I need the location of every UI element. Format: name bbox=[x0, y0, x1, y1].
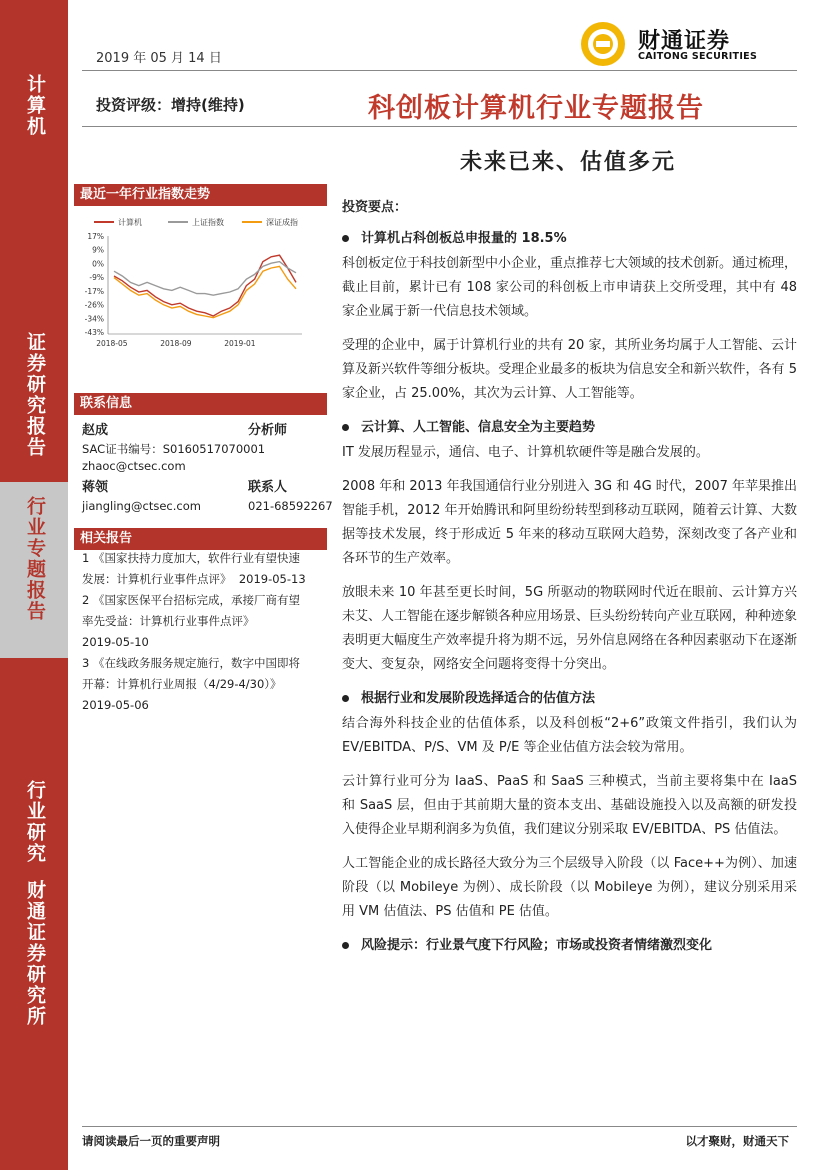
analyst-role: 分析师 bbox=[248, 423, 288, 438]
related-report-item[interactable]: 2 《国家医保平台招标完成，承接厂商有望 率先受益：计算机行业事件点评》 2019-05-10 bbox=[82, 593, 300, 649]
report-date: 2019 年 05 月 14 日 bbox=[96, 51, 222, 66]
footer-disclaimer: 请阅读最后一页的重要声明 bbox=[82, 1134, 220, 1148]
bullet-icon bbox=[342, 695, 349, 702]
sac-number: SAC证书编号：S0160517070001 bbox=[82, 442, 266, 456]
chart-svg bbox=[74, 212, 327, 384]
bullet-icon bbox=[342, 942, 349, 949]
contact-email[interactable]: jiangling@ctsec.com bbox=[82, 499, 201, 513]
contact-phone: 021-68592267 bbox=[248, 499, 333, 513]
legend-label: 上证指数 bbox=[192, 218, 224, 227]
y-tick-label: -34% bbox=[84, 314, 104, 324]
bullet-2: 云计算、人工智能、信息安全为主要趋势 bbox=[342, 416, 797, 435]
legend-label: 深证成指 bbox=[266, 218, 298, 227]
sidebar-research-label: 行业研究 bbox=[23, 780, 46, 864]
report-title: 科创板计算机行业专题报告 bbox=[368, 93, 704, 124]
section-title: 投资要点： bbox=[342, 200, 408, 215]
legend-label: 计算机 bbox=[118, 218, 142, 227]
paragraph-8: 人工智能企业的成长路径大致分为三个层级导入阶段（以 Face++为例）、加速阶段（以 Mobileye 为例）、成长阶段（以 Mobileye 为例），建议分别采用采用 VM 估值法、PS 估值和 PE 估值。 bbox=[342, 856, 797, 919]
related-box-title: 相关报告 bbox=[74, 528, 327, 550]
paragraph-6: 结合海外科技企业的估值体系，以及科创板“2+6”政策文件指引，我们认为 EV/EBITDA、P/S、VM 及 P/E 等企业估值方法会较为常用。 bbox=[342, 716, 797, 755]
y-tick-label: 17% bbox=[87, 232, 104, 241]
title-divider bbox=[82, 126, 797, 127]
x-tick-label: 2018-05 bbox=[96, 339, 128, 348]
related-report-item[interactable]: 3 《在线政务服务规定施行，数字中国即将 开幕：计算机行业周报（4/29-4/30）》 2019-05-06 bbox=[82, 656, 300, 712]
y-tick-label: -43% bbox=[84, 328, 104, 337]
related-report-list bbox=[82, 548, 322, 716]
footer-slogan: 以才聚财，财通天下 bbox=[685, 1134, 789, 1148]
paragraph-7: 云计算行业可分为 IaaS、PaaS 和 SaaS 三种模式，当前主要将集中在 IaaS 和 SaaS 层，但由于其前期大量的资本支出、基础设施投入以及高额的研发投入使得企业早期利润多为负值，我们建议分别采取 EV/EBITDA、PS 估值法。 bbox=[342, 774, 797, 837]
sidebar-industry-label: 计算机 bbox=[23, 74, 46, 137]
paragraph-4: 2008 年和 2013 年我国通信行业分别进入 3G 和 4G 时代，2007 年苹果推出智能手机，2012 年开始腾讯和阿里纷纷转型到移动互联网，随着云计算、大数据等技术发展，终于形成近 5 年来的移动互联网大趋势，深刻改变了各产业和各环节的生产效率。 bbox=[342, 479, 798, 566]
header-divider bbox=[82, 70, 797, 71]
y-tick-label: -9% bbox=[89, 273, 104, 283]
bullet-icon bbox=[342, 235, 349, 242]
contact-name: 蒋领 bbox=[82, 480, 109, 495]
analyst-email[interactable]: zhaoc@ctsec.com bbox=[82, 459, 186, 473]
chart-box-title: 最近一年行业指数走势 bbox=[74, 184, 327, 206]
main-content bbox=[342, 196, 797, 953]
company-logo bbox=[578, 20, 768, 68]
contact-role: 联系人 bbox=[248, 480, 288, 495]
investment-rating: 投资评级：增持(维持) bbox=[96, 96, 245, 114]
index-trend-chart bbox=[74, 212, 327, 384]
x-tick-label: 2018-09 bbox=[160, 339, 192, 348]
bullet-1: 计算机占科创板总申报量的 18.5% bbox=[342, 227, 797, 246]
bullet-icon bbox=[342, 424, 349, 431]
logo-mark-icon bbox=[578, 20, 628, 68]
y-tick-label: 9% bbox=[92, 245, 104, 255]
contact-box-title: 联系信息 bbox=[74, 393, 327, 415]
x-tick-label: 2019-01 bbox=[224, 339, 256, 348]
bullet-3: 根据行业和发展阶段选择适合的估值方法 bbox=[342, 687, 797, 706]
paragraph-3: IT 发展历程显示，通信、电子、计算机软硬件等是融合发展的。 bbox=[342, 445, 709, 460]
related-report-item[interactable]: 1 《国家扶持力度加大，软件行业有望快速 发展：计算机行业事件点评》 2019-05-13 bbox=[82, 551, 306, 586]
sidebar-institute-label: 财通证券研究所 bbox=[23, 880, 46, 1027]
logo-cn-text: 财通证券 bbox=[638, 29, 731, 54]
y-tick-label: -17% bbox=[84, 286, 104, 296]
y-tick-label: -26% bbox=[84, 300, 104, 310]
logo-en-text: CAITONG SECURITIES bbox=[638, 51, 758, 62]
analyst-name: 赵成 bbox=[82, 423, 109, 438]
bullet-4: 风险提示：行业景气度下行风险；市场或投资者情绪激烈变化 bbox=[342, 934, 797, 953]
series-line bbox=[114, 262, 296, 296]
paragraph-2: 受理的企业中，属于计算机行业的共有 20 家，其所业务均属于人工智能、云计算及新兴软件等细分板块。受理企业最多的板块为信息安全和新兴软件，各有 5 家企业，占 25.00%，其次为云计算、人工智能等。 bbox=[342, 338, 797, 401]
paragraph-5: 放眼未来 10 年甚至更长时间，5G 所驱动的物联网时代近在眼前、云计算方兴未艾、人工智能在逐步解锁各种应用场景、巨头纷纷转向产业互联网，种种迹象表明更大幅度生产效率提升将为期不远，另外信息网络在各种因素驱动下在逐渐变大、变复杂，网络安全问题将变得十分突出。 bbox=[342, 585, 798, 672]
sidebar-report-type-label: 证券研究报告 bbox=[23, 332, 46, 458]
paragraph-1: 科创板定位于科技创新型中小企业，重点推荐七大领域的技术创新。通过梳理，截止目前，累计已有 108 家公司的科创板上市申请获上交所受理，其中有 48 家企业属于新一代信息技术领域。 bbox=[342, 256, 798, 319]
footer-divider bbox=[82, 1126, 797, 1127]
report-subtitle: 未来已来、估值多元 bbox=[460, 149, 677, 175]
y-tick-label: 0% bbox=[92, 259, 104, 269]
sidebar-highlight: 行业专题报告 bbox=[0, 482, 68, 658]
